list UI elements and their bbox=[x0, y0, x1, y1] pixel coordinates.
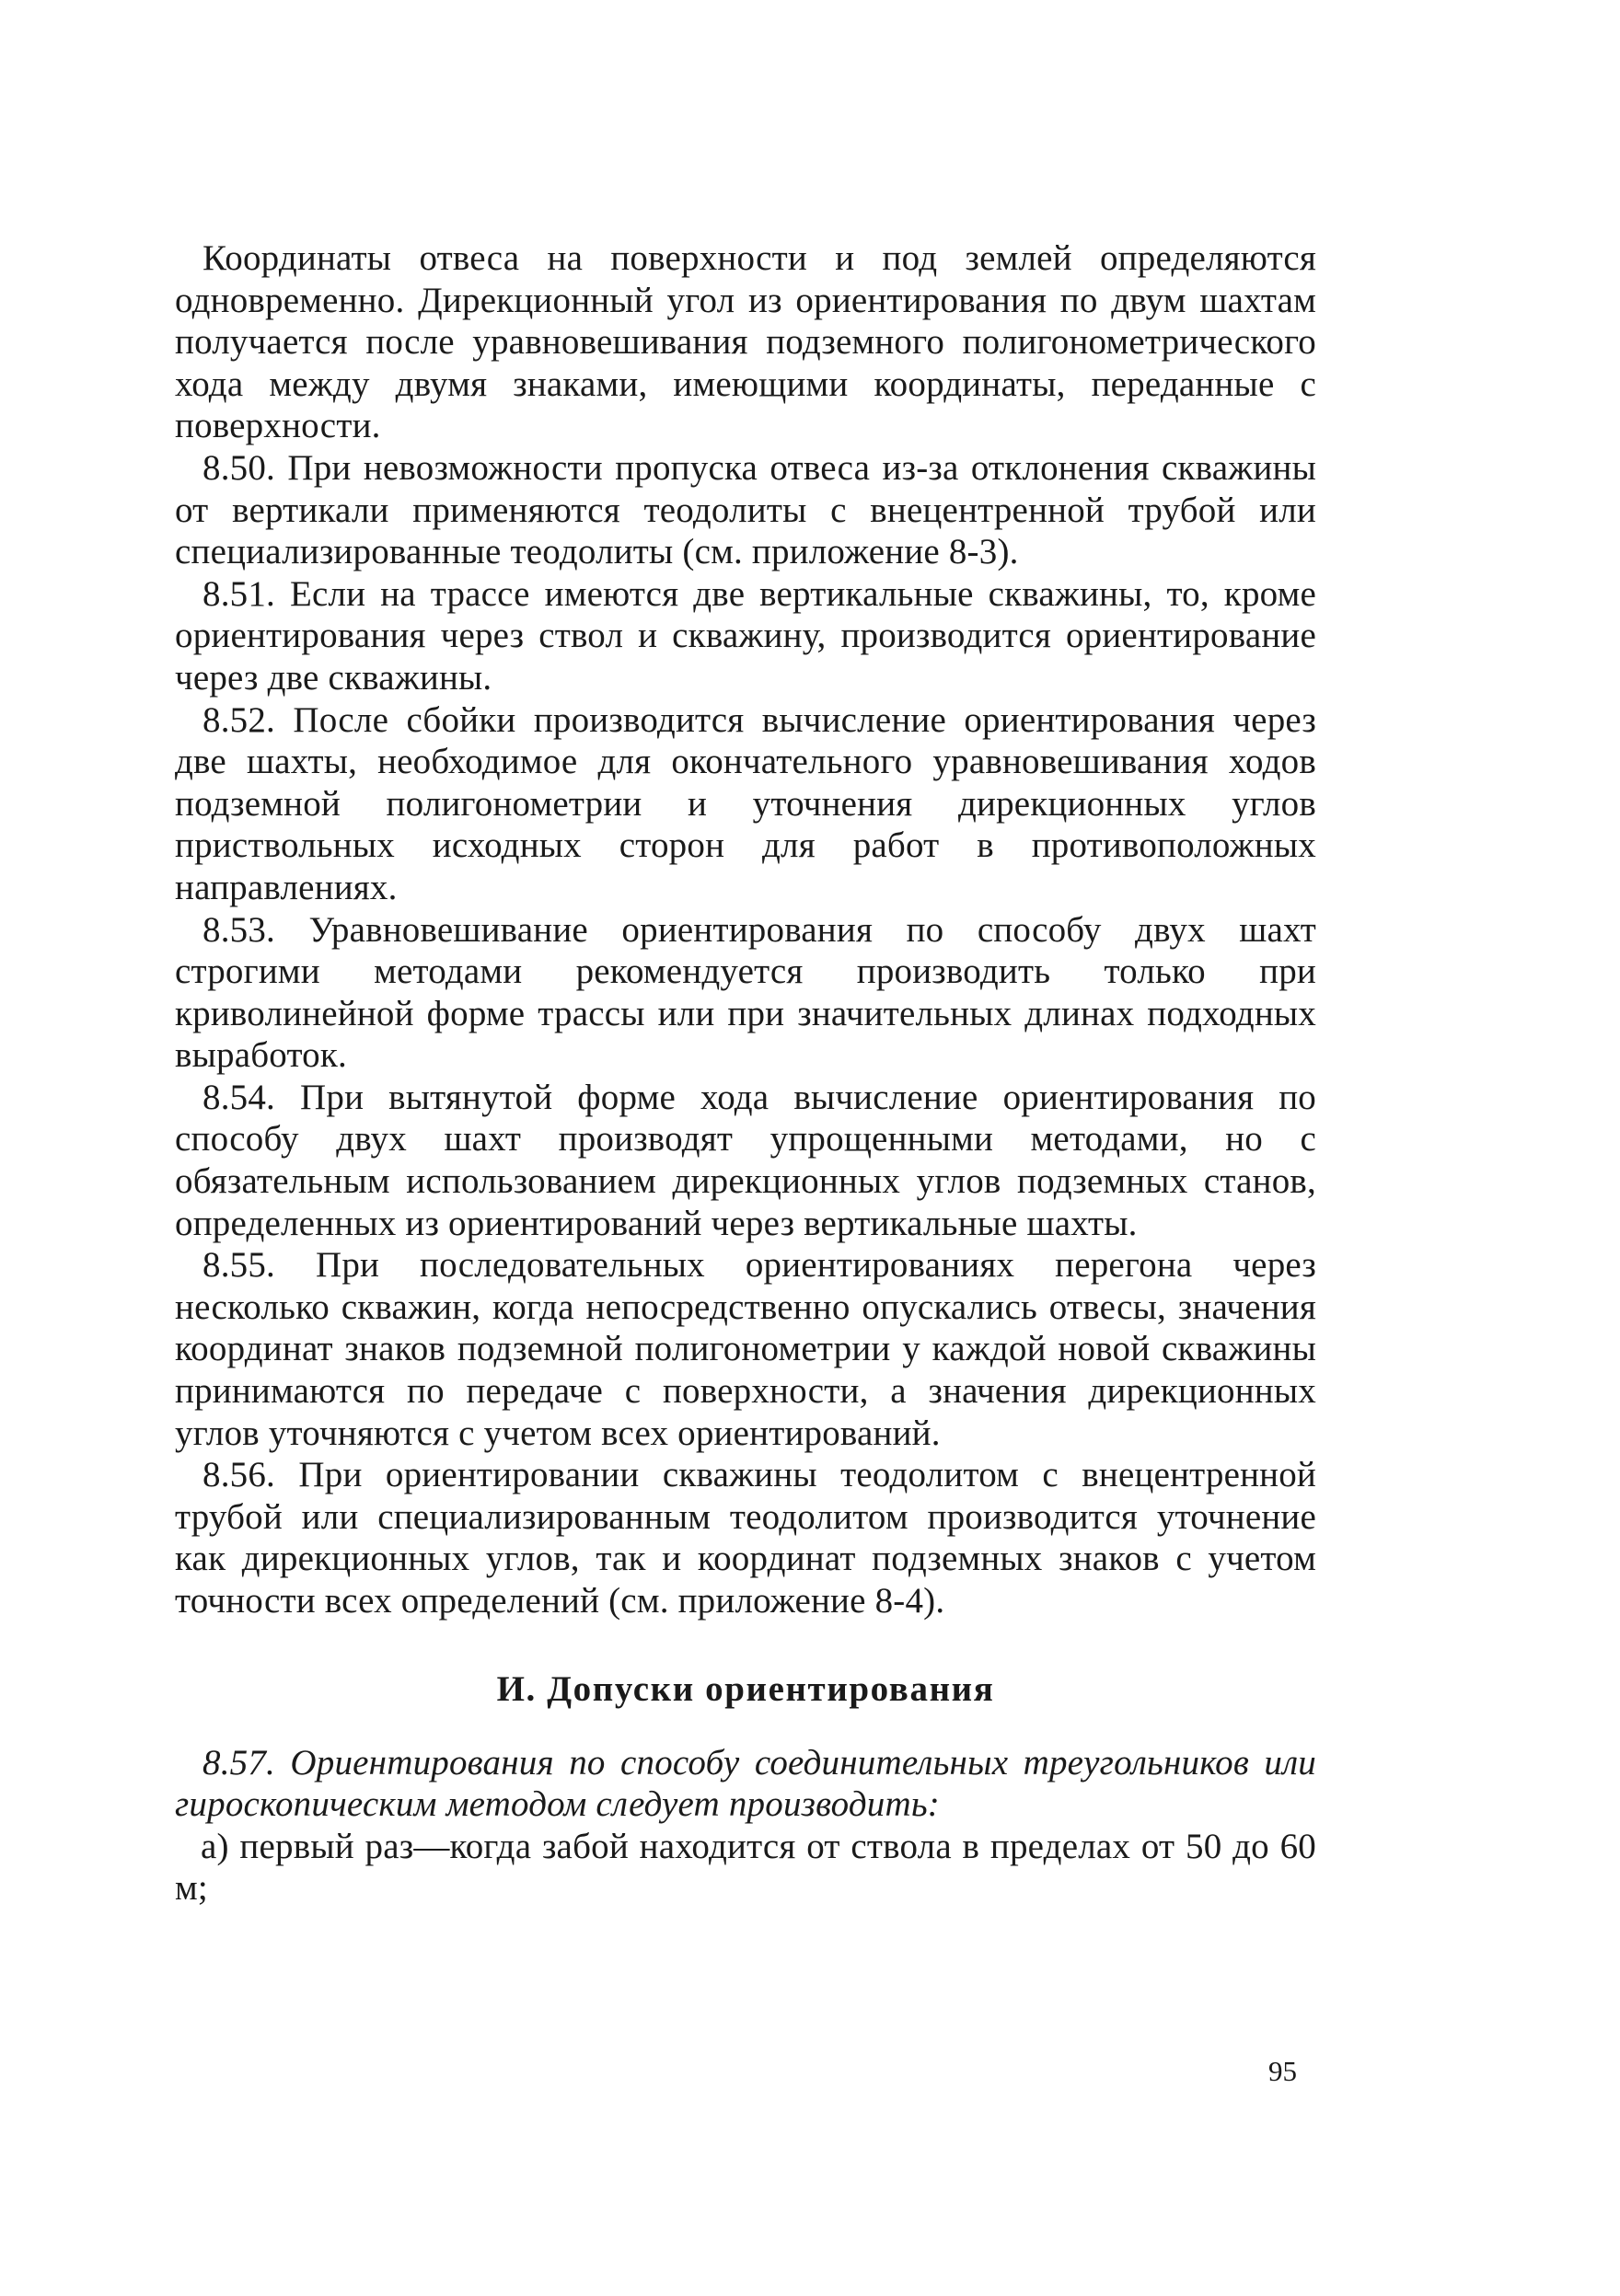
paragraph-8-57: 8.57. Ориентирования по способу соединительных треугольников или гироскопическим методом следует производить: bbox=[175, 1742, 1316, 1825]
paragraph-8-51: 8.51. Если на трассе имеются две вертикальные скважины, то, кроме ориентирования через ствол и скважину, производится ориентирование через две скважины. bbox=[175, 573, 1316, 698]
paragraph-intro: Координаты отвеса на поверхности и под землей определяются одновременно. Дирекционный угол из ориентирования по двум шахтам получается после уравновешивания подземного полигонометрического хода между двумя знаками, имеющими координаты, переданные с поверхности. bbox=[175, 238, 1316, 446]
paragraph-8-54: 8.54. При вытянутой форме хода вычисление ориентирования по способу двух шахт производят упрощенными методами, но с обязательным использованием дирекционных углов подземных станов, определенных из ориентирований через вертикальные шахты. bbox=[175, 1077, 1316, 1243]
page-body bbox=[175, 237, 1316, 1909]
paragraph-8-50: 8.50. При невозможности пропуска отвеса из-за отклонения скважины от вертикали применяются теодолиты с внецентренной трубой или специализированные теодолиты (см. приложение 8-3). bbox=[175, 447, 1316, 572]
paragraph-8-52: 8.52. После сбойки производится вычисление ориентирования через две шахты, необходимое для окончательного уравновешивания ходов подземной полигонометрии и уточнения дирекционных углов приствольных исходных сторон для работ в противоположных направлениях. bbox=[175, 699, 1316, 907]
list-item-a: а) первый раз—когда забой находится от ствола в пределах от 50 до 60 м; bbox=[175, 1826, 1316, 1909]
section-heading: И. Допуски ориентирования bbox=[496, 1668, 995, 1709]
page-number: 95 bbox=[1268, 2055, 1297, 2087]
paragraph-8-55: 8.55. При последовательных ориентированиях перегона через несколько скважин, когда непосредственно опускались отвесы, значения координат знаков подземной полигонометрии у каждой новой скважины принимаются по передаче с поверхности, а значения дирекционных углов уточняются с учетом всех ориентирований. bbox=[175, 1245, 1316, 1453]
paragraph-8-56: 8.56. При ориентировании скважины теодолитом с внецентренной трубой или специализированным теодолитом производится уточнение как дирекционных углов, так и координат подземных знаков с учетом точности всех определений (см. приложение 8-4). bbox=[175, 1455, 1316, 1621]
paragraph-8-53: 8.53. Уравновешивание ориентирования по способу двух шахт строгими методами рекомендуется производить только при криволинейной форме трассы или при значительных длинах подходных выработок. bbox=[175, 909, 1316, 1076]
